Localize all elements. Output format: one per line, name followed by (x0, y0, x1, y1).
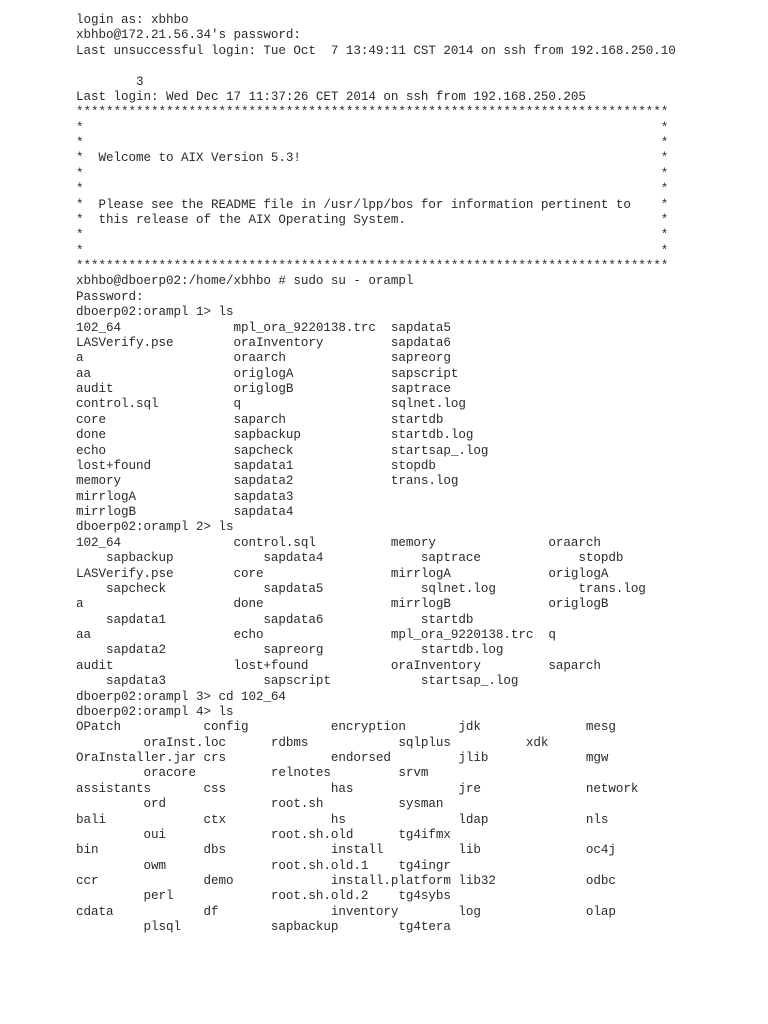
terminal-line: bin dbs install lib oc4j (76, 843, 616, 858)
terminal-line: xbhbo@172.21.56.34's password: (76, 28, 301, 43)
terminal-line: cdata df inventory log olap (76, 904, 616, 919)
terminal-line: a oraarch sapreorg (76, 351, 451, 366)
terminal-line: LASVerify.pse oraInventory sapdata6 (76, 335, 451, 350)
terminal-line: xbhbo@dboerp02:/home/xbhbo # sudo su - orampl (76, 274, 414, 289)
terminal-line: oracore relnotes srvm (76, 766, 429, 781)
terminal-line: dboerp02:orampl 4> ls (76, 704, 234, 719)
terminal-line: aa echo mpl_ora_9220138.trc q (76, 628, 556, 642)
terminal-line: audit lost+found oraInventory saparch (76, 658, 601, 673)
terminal-line: owm root.sh.old.1 tg4ingr (76, 858, 451, 873)
terminal-line: sapdata1 sapdata6 startdb (76, 612, 474, 627)
terminal-line: dboerp02:orampl 2> ls (76, 520, 234, 535)
terminal-line: assistants css has jre network (76, 781, 639, 796)
terminal-line: lost+found sapdata1 stopdb (76, 458, 436, 473)
terminal-line: memory sapdata2 trans.log (76, 474, 459, 489)
terminal-line: * * (76, 243, 669, 258)
terminal-line: mirrlogB sapdata4 (76, 505, 294, 519)
terminal-line: 102_64 control.sql memory oraarch (76, 535, 601, 550)
terminal-line: sapdata3 sapscript startsap_.log (76, 674, 519, 689)
terminal-line: * * (76, 228, 669, 243)
terminal-line: 3 (76, 74, 144, 89)
terminal-line: ******************************************************************************* (76, 105, 669, 120)
terminal-line: plsql sapbackup tg4tera (76, 920, 451, 935)
terminal-line: sapdata2 sapreorg startdb.log (76, 643, 504, 658)
terminal-line: audit origlogB saptrace (76, 382, 451, 396)
terminal-line: mirrlogA sapdata3 (76, 489, 294, 504)
terminal-line: aa origlogA sapscript (76, 366, 459, 381)
terminal-line: done sapbackup startdb.log (76, 428, 474, 443)
terminal-line: core saparch startdb (76, 412, 444, 427)
terminal-line: OraInstaller.jar crs endorsed jlib mgw (76, 751, 609, 765)
terminal-line: oui root.sh.old tg4ifmx (76, 827, 451, 842)
terminal-line: sapbackup sapdata4 saptrace stopdb (76, 551, 624, 566)
terminal-line: LASVerify.pse core mirrlogA origlogA (76, 566, 609, 581)
terminal-line: Password: (76, 289, 144, 304)
terminal-line: a done mirrlogB origlogB (76, 597, 609, 612)
terminal-line: ccr demo install.platform lib32 odbc (76, 874, 616, 888)
terminal-line (76, 59, 756, 74)
terminal-line: 102_64 mpl_ora_9220138.trc sapdata5 (76, 320, 451, 335)
terminal-line: Last unsuccessful login: Tue Oct 7 13:49:11 CST 2014 on ssh from 192.168.250.10 (76, 43, 676, 58)
terminal-line: dboerp02:orampl 3> cd 102_64 (76, 689, 286, 704)
terminal-line: * Welcome to AIX Version 5.3! * (76, 151, 669, 166)
terminal-line: login as: xbhbo (76, 13, 189, 27)
terminal-output (76, 13, 756, 936)
terminal-line: * * (76, 120, 669, 135)
terminal-line: perl root.sh.old.2 tg4sybs (76, 889, 451, 904)
terminal-line: * * (76, 136, 669, 150)
terminal-line: Last login: Wed Dec 17 11:37:26 CET 2014 on ssh from 192.168.250.205 (76, 89, 586, 104)
terminal-line: bali ctx hs ldap nls (76, 812, 609, 827)
terminal-line: dboerp02:orampl 1> ls (76, 305, 234, 320)
terminal-line: control.sql q sqlnet.log (76, 397, 466, 412)
terminal-line: * Please see the README file in /usr/lpp/bos for information pertinent to * (76, 197, 669, 212)
terminal-line: oraInst.loc rdbms sqlplus xdk (76, 735, 549, 750)
terminal-line: sapcheck sapdata5 sqlnet.log trans.log (76, 581, 646, 596)
terminal-line: * * (76, 182, 669, 197)
terminal-line: * this release of the AIX Operating System. * (76, 212, 669, 227)
terminal-line: OPatch config encryption jdk mesg (76, 720, 616, 735)
terminal-line: echo sapcheck startsap_.log (76, 443, 489, 458)
terminal-line: ord root.sh sysman (76, 797, 444, 812)
terminal-line: * * (76, 166, 669, 181)
terminal-line: ******************************************************************************* (76, 259, 669, 273)
